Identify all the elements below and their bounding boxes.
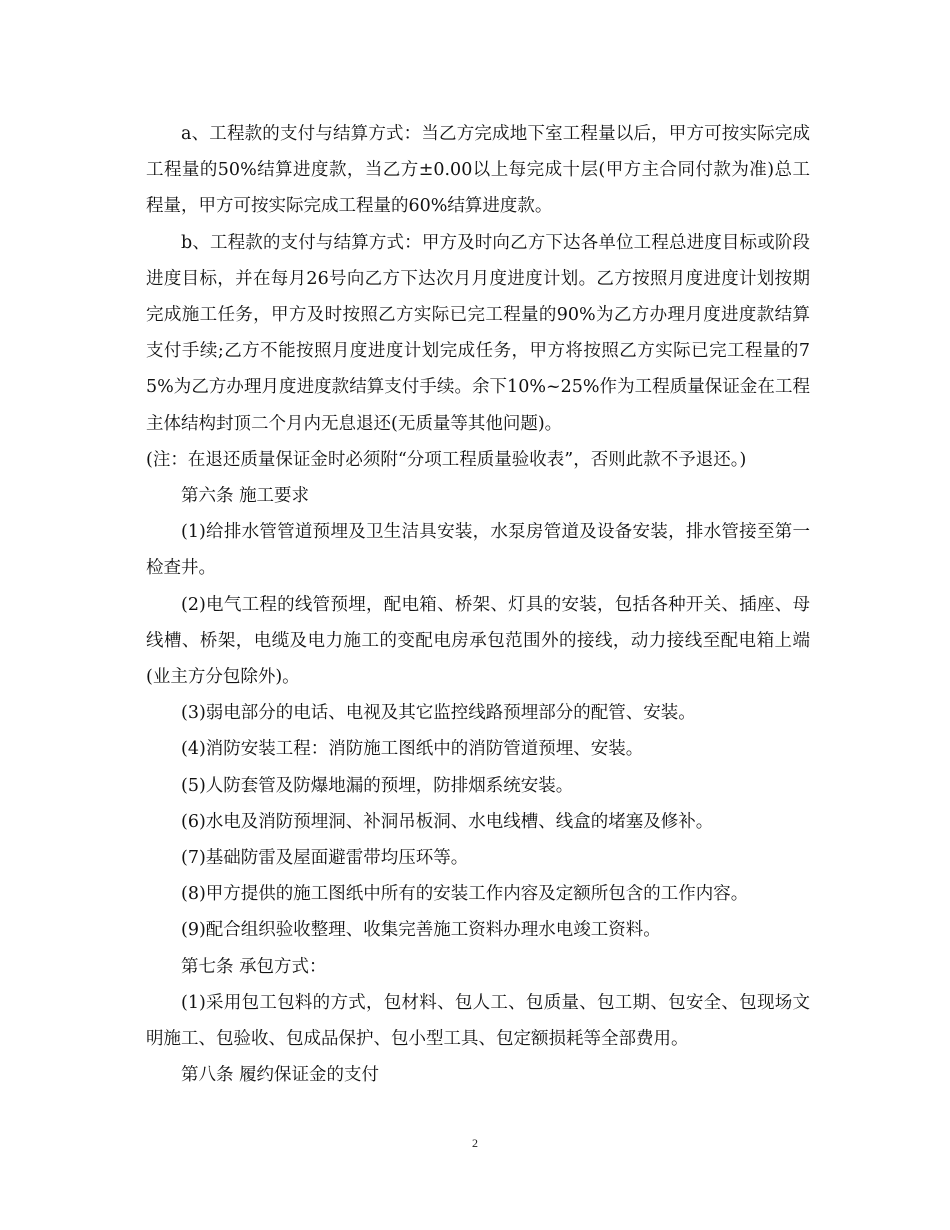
contract-item-1: (1)采用包工包料的方式，包材料、包人工、包质量、包工期、包安全、包现场文明施工、包验收、包成品保护、包小型工具、包定额损耗等全部费用。	[146, 992, 810, 1050]
list-item-7: (7)基础防雷及屋面避雷带均压环等。	[181, 848, 469, 869]
heading-article-6: 第六条 施工要求	[181, 486, 310, 507]
list-item-3: (3)弱电部分的电话、电视及其它监控线路预埋部分的配管、安装。	[181, 703, 696, 724]
heading-article-8: 第八条 履约保证金的支付	[181, 1065, 380, 1086]
document-body	[146, 116, 810, 1093]
list-item-9: (9)配合组织验收整理、收集完善施工资料办理水电竣工资料。	[181, 920, 661, 941]
paragraph-payment-a: a、工程款的支付与结算方式：当乙方完成地下室工程量以后，甲方可按实际完成工程量的50%结算进度款，当乙方±0.00以上每完成十层(甲方主合同付款为准)总工程量，甲方可按实际完成工程量的60%结算进度款。	[146, 124, 810, 217]
list-item-2: (2)电气工程的线管预埋，配电箱、桥架、灯具的安装，包括各种开关、插座、母线槽、桥架，电缆及电力施工的变配电房承包范围外的接线，动力接线至配电箱上端(业主方分包除外)。	[146, 594, 810, 688]
list-item-5: (5)人防套管及防爆地漏的预埋，防排烟系统安装。	[181, 775, 574, 796]
heading-article-7: 第七条 承包方式：	[181, 956, 327, 977]
list-item-6: (6)水电及消防预埋洞、补洞吊板洞、水电线槽、线盒的堵塞及修补。	[181, 811, 714, 832]
paragraph-payment-b: b、工程款的支付与结算方式：甲方及时向乙方下达各单位工程总进度目标或阶段进度目标，并在每月26号向乙方下达次月月度进度计划。乙方按照月度进度计划按期完成施工任务，甲方及时按照乙方实际已完工程量的90%为乙方办理月度进度款结算支付手续;乙方不能按照月度进度计划完成任务，甲方将按照乙方实际已完工程量的75%为乙方办理月度进度款结算支付手续。余下10%~25%作为工程质量保证金在工程主体结构封顶二个月内无息退还(无质量等其他问题)。	[146, 232, 810, 434]
list-item-4: (4)消防安装工程：消防施工图纸中的消防管道预埋、安装。	[181, 739, 644, 760]
page-number: 2	[472, 1136, 478, 1150]
list-item-8: (8)甲方提供的施工图纸中所有的安装工作内容及定额所包含的工作内容。	[181, 884, 749, 905]
paragraph-note: (注：在退还质量保证金时必须附“分项工程质量验收表”，否则此款不予退还。)	[146, 449, 747, 470]
list-item-1: (1)给排水管管道预埋及卫生洁具安装，水泵房管道及设备安装，排水管接至第一检查井。	[146, 522, 810, 579]
